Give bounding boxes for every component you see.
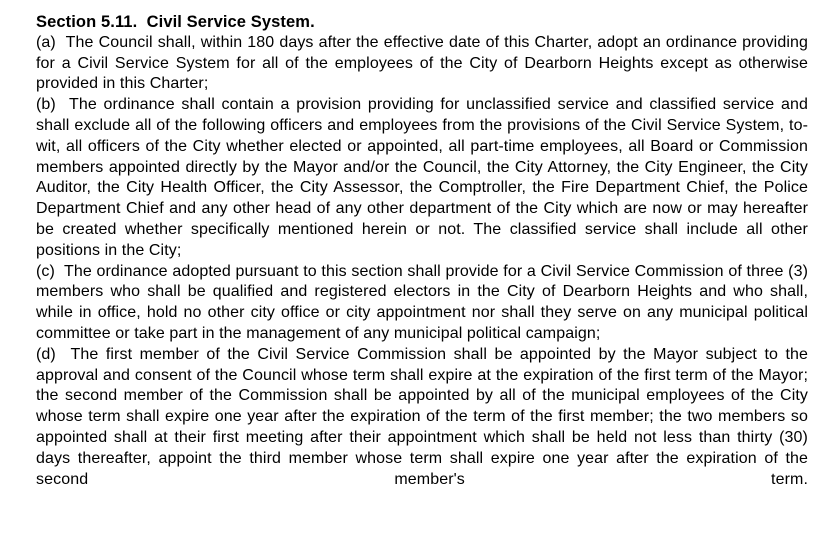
paragraph-b: (b) The ordinance shall contain a provision providing for unclassified service and classified service and shall exclude all of the following officers and employees from the provisions of the Civil Service System, to-wit, all officers of the City whether elected or appointed, all part-time employees, all Board or Commission members appointed directly by the Mayor and/or the Council, the City Attorney, the City Engineer, the City Auditor, the City Health Officer, the City Assessor, the Comptroller, the Fire Department Chief, the Police Department Chief and any other head of any other department of the City which are now or may hereafter be created whether specifically mentioned herein or not. The classified service shall include all other positions in the City; [36,96,808,259]
paragraph-c: (c) The ordinance adopted pursuant to this section shall provide for a Civil Service Commission of three (3) members who shall be qualified and registered electors in the City of Dearborn Heights and who shall, while in office, hold no other city office or city appointment nor shall they serve on any municipal political committee or take part in the management of any municipal political campaign; [36,262,808,342]
paragraph-a: (a) The Council shall, within 180 days after the effective date of this Charter, adopt an ordinance providing for a Civil Service System for all of the employees of the City of Dearborn Heights except as otherwise provided in this Charter; [36,33,808,93]
charter-section-text [36,12,808,490]
section-heading: Section 5.11. Civil Service System. [36,13,315,31]
paragraph-d: (d) The first member of the Civil Service Commission shall be appointed by the Mayor subject to the approval and consent of the Council whose term shall expire at the expiration of the first term of the Mayor; the second member of the Commission shall be appointed by all of the municipal employees of the City whose term shall expire one year after the expiration of the term of the first member; the two members so appointed shall at their first meeting after their appointment which shall be held not less than thirty (30) days thereafter, appoint the third member whose term shall expire one year after the expiration of the second member's term. [36,345,808,488]
